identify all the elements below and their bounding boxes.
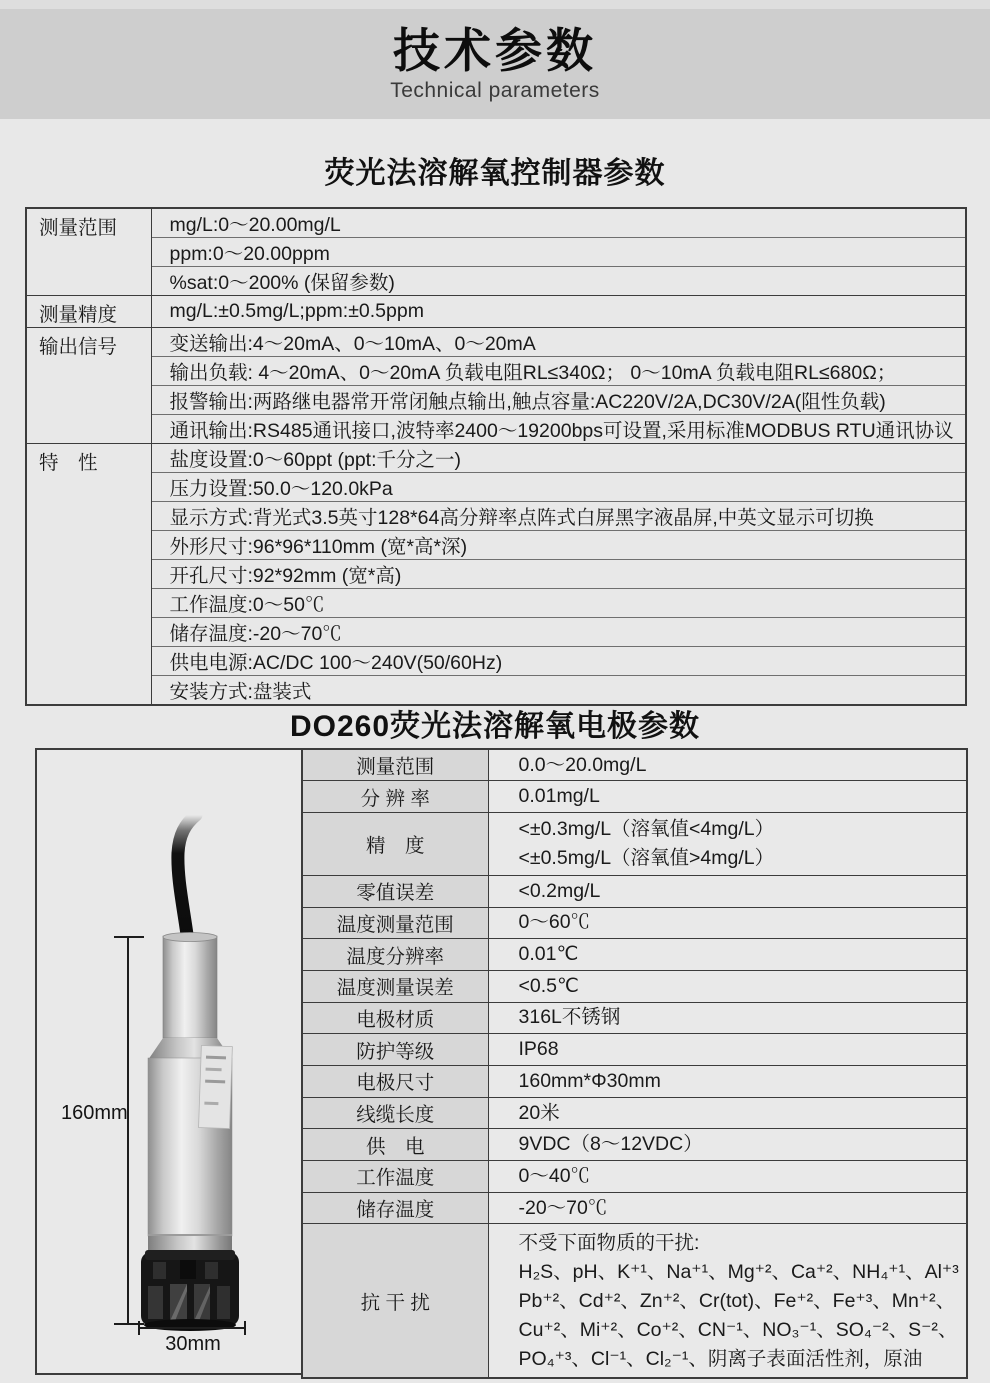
table-row	[302, 875, 967, 907]
spec-value-line: <0.5℃	[518, 974, 579, 997]
table-row	[26, 647, 966, 676]
table-row	[302, 1129, 967, 1161]
spec-param-value	[488, 970, 967, 1002]
spec-param-label: 线缆长度	[302, 1097, 488, 1129]
spec-param-label: 工作温度	[302, 1161, 488, 1193]
spec-param-value	[488, 1224, 967, 1378]
page-subtitle: Technical parameters	[390, 79, 600, 102]
spec-param-value	[488, 1066, 967, 1098]
spec-value: 通讯输出:RS485通讯接口,波特率2400～19200bps可设置,采用标准MODBUS RTU通讯协议	[151, 415, 966, 444]
spec-param-label: 温度测量范围	[302, 907, 488, 939]
spec-param-value	[488, 907, 967, 939]
spec-param-value	[488, 875, 967, 907]
table-row	[302, 781, 967, 813]
spec-param-value	[488, 1034, 967, 1066]
table-row	[302, 970, 967, 1002]
table-row	[302, 1224, 967, 1378]
spec-value-line: 20米	[518, 1101, 560, 1124]
spec-value: 变送输出:4～20mA、0～10mA、0～20mA	[151, 328, 966, 357]
table-row	[26, 296, 966, 328]
table-row	[302, 1097, 967, 1129]
spec-param-value	[488, 812, 967, 875]
table-row	[302, 1002, 967, 1034]
probe-photo	[37, 750, 299, 1373]
spec-group-label: 测量范围	[26, 208, 151, 296]
spec-param-label: 电极尺寸	[302, 1066, 488, 1098]
table-row	[26, 415, 966, 444]
electrode-section-body	[35, 748, 968, 1379]
spec-value-line: 0.0～20.0mg/L	[518, 753, 647, 776]
spec-value-line: -20～70℃	[518, 1196, 608, 1219]
spec-value-line: <±0.3mg/L（溶氧值<4mg/L）	[518, 817, 775, 840]
page-title: 技术参数	[393, 24, 597, 77]
table-row	[26, 589, 966, 618]
spec-value: 安装方式:盘装式	[151, 676, 966, 706]
spec-value-line: 0.01mg/L	[518, 785, 600, 808]
table-row	[26, 560, 966, 589]
table-row	[302, 939, 967, 971]
spec-value-line: <±0.5mg/L（溶氧值>4mg/L）	[518, 846, 775, 869]
spec-group-label: 输出信号	[26, 328, 151, 444]
spec-param-label: 供 电	[302, 1129, 488, 1161]
table-row	[26, 502, 966, 531]
controller-section-title: 荧光法溶解氧控制器参数	[324, 157, 666, 190]
spec-param-label: 精 度	[302, 812, 488, 875]
probe-image-panel	[35, 748, 301, 1375]
table-row	[26, 473, 966, 502]
electrode-spec-table	[301, 748, 968, 1379]
electrode-section-title: DO260荧光法溶解氧电极参数	[289, 710, 701, 743]
spec-param-label: 分 辨 率	[302, 781, 488, 813]
table-row	[26, 444, 966, 473]
spec-value: 开孔尺寸:92*92mm (宽*高)	[151, 560, 966, 589]
spec-param-label: 温度分辨率	[302, 939, 488, 971]
spec-param-value	[488, 1002, 967, 1034]
spec-value: 供电电源:AC/DC 100～240V(50/60Hz)	[151, 647, 966, 676]
spec-param-label: 储存温度	[302, 1192, 488, 1224]
spec-value: mg/L:±0.5mg/L;ppm:±0.5ppm	[151, 296, 966, 328]
spec-value: mg/L:0～20.00mg/L	[151, 208, 966, 238]
spec-value-line: PO₄⁺³、Cl⁻¹、Cl₂⁻¹、阴离子表面活性剂，原油	[518, 1348, 923, 1371]
spec-param-label: 防护等级	[302, 1034, 488, 1066]
table-row	[26, 357, 966, 386]
probe-body	[148, 933, 232, 1257]
top-strip	[0, 0, 990, 9]
probe-guard-cap	[141, 1250, 239, 1331]
table-row	[26, 531, 966, 560]
spec-param-value	[488, 781, 967, 813]
spec-param-label: 电极材质	[302, 1002, 488, 1034]
spec-value-line: 160mm*Φ30mm	[518, 1069, 661, 1092]
probe-diameter-label: 30mm	[165, 1333, 221, 1355]
spec-value: ppm:0～20.00ppm	[151, 238, 966, 267]
spec-param-label: 抗 干 扰	[302, 1224, 488, 1378]
spec-param-label: 温度测量误差	[302, 970, 488, 1002]
table-row	[26, 328, 966, 357]
spec-group-label: 特 性	[26, 444, 151, 706]
spec-value: 储存温度:-20～70℃	[151, 618, 966, 647]
spec-value: 工作温度:0～50℃	[151, 589, 966, 618]
table-row	[302, 812, 967, 875]
spec-value-line: <0.2mg/L	[518, 879, 601, 902]
spec-param-value	[488, 1192, 967, 1224]
spec-value: 报警输出:两路继电器常开常闭触点输出,触点容量:AC220V/2A,DC30V/2A(阻性负载)	[151, 386, 966, 415]
probe-cable	[178, 815, 196, 942]
table-row	[26, 208, 966, 238]
spec-value-line: 0～60℃	[518, 911, 591, 934]
spec-value-line: 0～40℃	[518, 1164, 591, 1187]
probe-length-label: 160mm	[61, 1102, 128, 1124]
spec-value: 输出负载: 4～20mA、0～20mA 负载电阻RL≤340Ω； 0～10mA 负载电阻RL≤680Ω；	[151, 357, 966, 386]
spec-group-label: 测量精度	[26, 296, 151, 328]
spec-value: 压力设置:50.0～120.0kPa	[151, 473, 966, 502]
spec-param-value	[488, 939, 967, 971]
spec-param-label: 零值误差	[302, 875, 488, 907]
table-row	[302, 1161, 967, 1193]
spec-value-line: 0.01℃	[518, 943, 579, 966]
page-header	[0, 9, 990, 119]
table-row	[302, 907, 967, 939]
spec-value: 外形尺寸:96*96*110mm (宽*高*深)	[151, 531, 966, 560]
table-row	[302, 1034, 967, 1066]
spec-value-line: 不受下面物质的干扰:	[518, 1232, 700, 1255]
table-row	[26, 267, 966, 296]
spec-value-line: 9VDC（8～12VDC）	[518, 1133, 703, 1156]
spec-value: %sat:0～200% (保留参数)	[151, 267, 966, 296]
spec-value-line: H₂S、pH、K⁺¹、Na⁺¹、Mg⁺²、Ca⁺²、NH₄⁺¹、Al⁺³	[518, 1261, 959, 1284]
table-row	[26, 386, 966, 415]
spec-param-value	[488, 1097, 967, 1129]
table-row	[302, 749, 967, 781]
controller-spec-table	[25, 207, 967, 706]
spec-value-line: Pb⁺²、Cd⁺²、Zn⁺²、Cr(tot)、Fe⁺²、Fe⁺³、Mn⁺²、	[518, 1290, 956, 1313]
probe-label-sticker	[199, 1046, 233, 1129]
spec-value-line: Cu⁺²、Mi⁺²、Co⁺²、CN⁻¹、NO₃⁻¹、SO₄⁻²、S⁻²、	[518, 1319, 958, 1342]
spec-param-label: 测量范围	[302, 749, 488, 781]
table-row	[26, 618, 966, 647]
table-row	[26, 238, 966, 267]
spec-param-value	[488, 1129, 967, 1161]
spec-param-value	[488, 1161, 967, 1193]
spec-value-line: IP68	[518, 1038, 559, 1061]
table-row	[302, 1192, 967, 1224]
table-row	[302, 1066, 967, 1098]
spec-value: 盐度设置:0～60ppt (ppt:千分之一)	[151, 444, 966, 473]
spec-value: 显示方式:背光式3.5英寸128*64高分辩率点阵式白屏黑字液晶屏,中英文显示可切换	[151, 502, 966, 531]
spec-value-line: 316L不锈钢	[518, 1006, 621, 1029]
spec-param-value	[488, 749, 967, 781]
